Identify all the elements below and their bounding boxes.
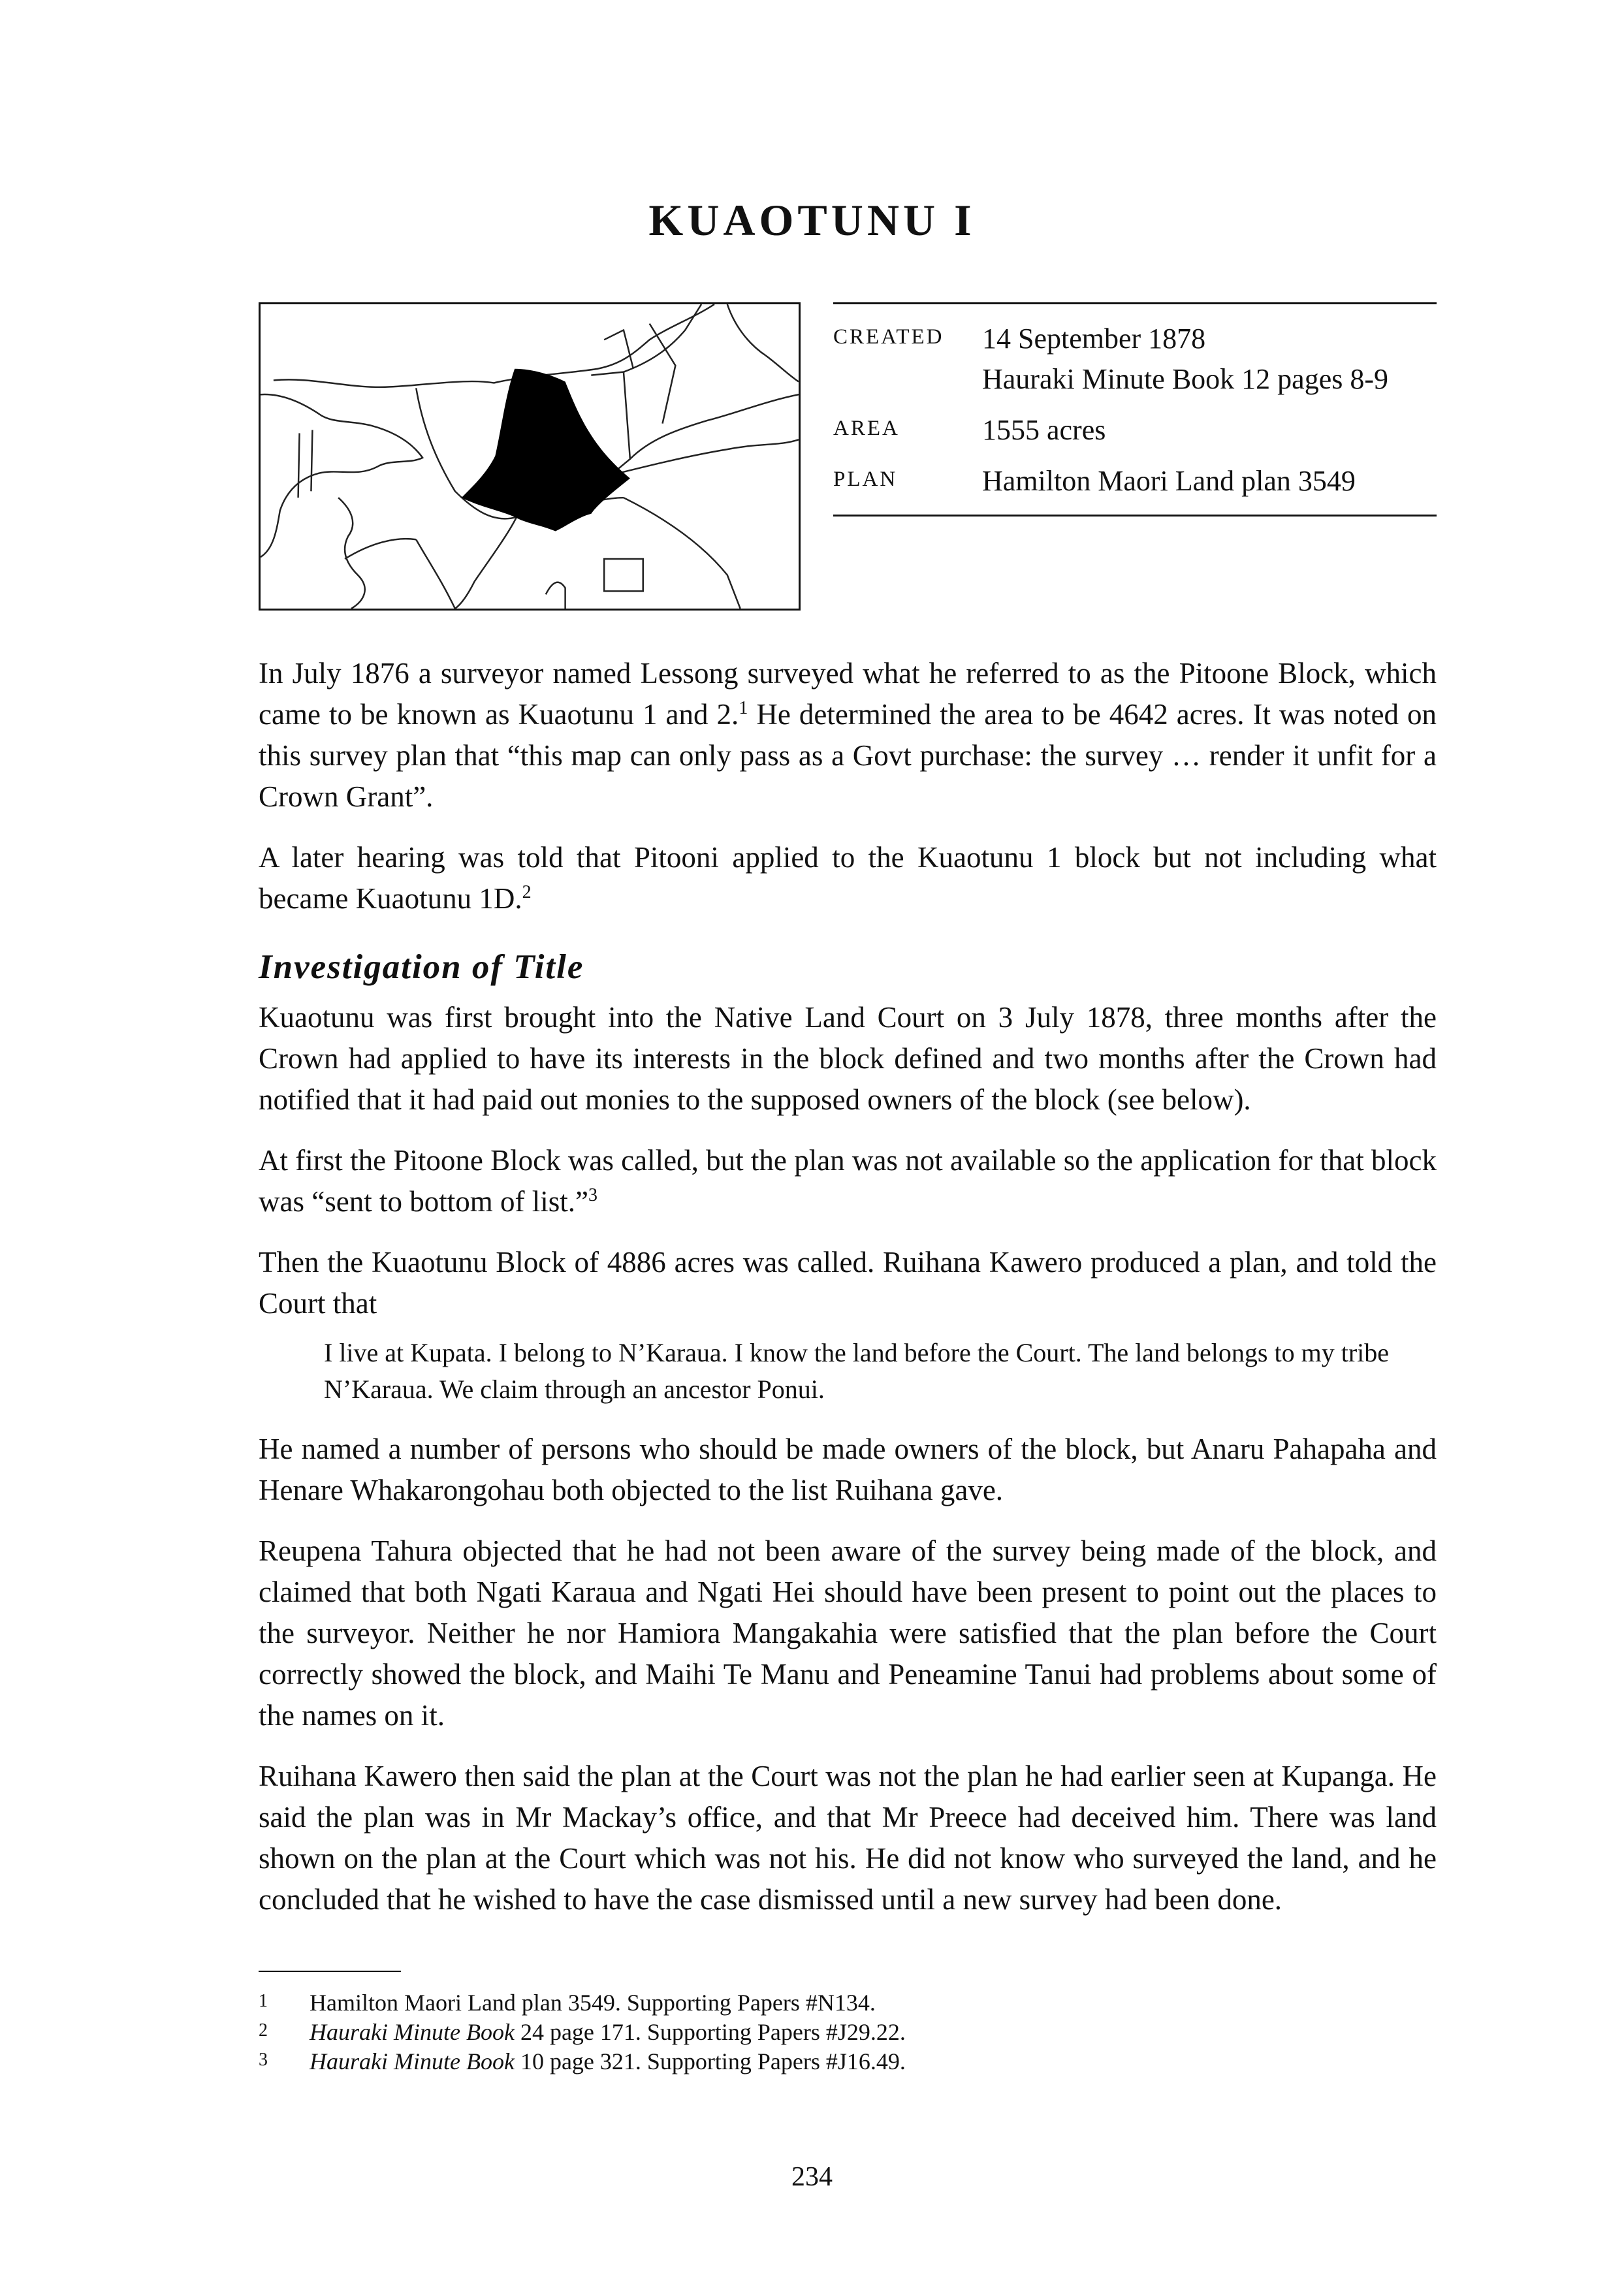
- paragraph: Reupena Tahura objected that he had not been aware of the survey being made of the block, and claimed that both Ngati Karaua and Ngati Hei should have been present to point out the places to the surveyor. Neither he nor Hamiora Mangakahia were satisfied that the plan before the Court correctly showed the block, and Maihi Te Manu and Peneamine Tanui had problems about some of the names on it.: [259, 1534, 1437, 1732]
- footnote-number: 1: [259, 1991, 268, 2011]
- footnote-ref[interactable]: 3: [588, 1185, 597, 1205]
- body-text: [259, 653, 1437, 1940]
- paragraph: Kuaotunu was first brought into the Native Land Court on 3 July 1878, three months after the Crown had applied to have its interests in the block defined and two months after the Crown had notified that it had paid out monies to the supposed owners of the block (see below).: [259, 1001, 1437, 1116]
- map-coastline: [274, 304, 714, 387]
- map-parcel-southwest: [416, 539, 455, 609]
- map-parcel-east-d: [611, 439, 799, 475]
- map-parcel-small: [546, 582, 565, 609]
- map-parcel-east-b: [624, 304, 701, 372]
- block-metadata-table: [833, 302, 1437, 516]
- paragraph: [259, 837, 1437, 919]
- meta-row-created: [833, 319, 1437, 400]
- footnote: [259, 2047, 1437, 2076]
- meta-row-plan: [833, 461, 1437, 501]
- created-date: 14 September 1878: [982, 323, 1206, 355]
- footnote-ref[interactable]: 2: [522, 882, 532, 902]
- paragraph: He named a number of persons who should be made owners of the block, but Anaru Pahapaha and Henare Whakarongohau both objected to the list Ruihana gave.: [259, 1433, 1437, 1506]
- footnote-number: 3: [259, 2050, 268, 2070]
- footnote-detail: 10 page 321. Supporting Papers #J16.49.: [514, 2048, 906, 2074]
- meta-label: PLAN: [833, 468, 898, 491]
- map-parcel-east-f: [727, 304, 799, 381]
- created-source: Hauraki Minute Book 12 pages 8-9: [982, 363, 1388, 395]
- map-inlet: [338, 498, 365, 609]
- location-map: [259, 302, 801, 611]
- paragraph: [259, 653, 1437, 818]
- page-title: KUAOTUNU I: [648, 195, 976, 245]
- map-parcel-east-c: [630, 394, 799, 459]
- map-creek: [298, 430, 313, 498]
- footnote-source: Hauraki Minute Book: [310, 2048, 515, 2074]
- map-coastline-west: [261, 394, 422, 557]
- footnote-number: 2: [259, 2020, 268, 2041]
- block-quote: I live at Kupata. I belong to N’Karaua. I know the land before the Court. The land belongs to my tribe N’Karaua. We claim through an ancestor Ponui.: [324, 1338, 1390, 1404]
- footnote-text: [310, 2018, 906, 2047]
- paragraph-text: In July 1876 a surveyor named Lessong surveyed what he referred to as the Pitoone Block, which came to be known as Kuaotunu 1 and 2.: [259, 657, 1437, 731]
- section-heading: Investigation of Title: [259, 948, 584, 986]
- footnote: [259, 2018, 1437, 2047]
- kuaotunu-block-shape: [462, 369, 630, 532]
- block-map-svg: [261, 304, 799, 609]
- footnote-detail: 24 page 171. Supporting Papers #J29.22.: [514, 2019, 906, 2045]
- plan-value: Hamilton Maori Land plan 3549: [982, 465, 1356, 497]
- meta-row-area: [833, 410, 1437, 451]
- page-number: 234: [791, 2162, 833, 2192]
- map-parcel-south: [455, 517, 517, 609]
- map-parcel-north: [604, 330, 633, 368]
- paragraph: Then the Kuaotunu Block of 4886 acres was called. Ruihana Kawero produced a plan, and told the Court that: [259, 1246, 1437, 1320]
- map-parcel-box: [604, 559, 643, 591]
- area-value: 1555 acres: [982, 414, 1106, 446]
- footnote-source: Hauraki Minute Book: [310, 2019, 515, 2045]
- meta-label: AREA: [833, 417, 900, 440]
- meta-value: [982, 319, 1388, 400]
- footnotes: [259, 1988, 1437, 2076]
- footnote-ref[interactable]: 1: [739, 698, 748, 718]
- paragraph: [259, 1140, 1437, 1222]
- paragraph: Ruihana Kawero then said the plan at the Court was not the plan he had earlier seen at Kupanga. He said the plan was in Mr Mackay’s office, and that Mr Preece had deceived him. There was land shown on the plan at the Court which was not his. He did not know who surveyed the land, and he concluded that he wished to have the case dismissed until a new survey had been done.: [259, 1760, 1437, 1916]
- paragraph-text: A later hearing was told that Pitooni applied to the Kuaotunu 1 block but not including what became Kuaotunu 1D.: [259, 841, 1437, 915]
- footnote-divider: [259, 1971, 401, 1972]
- map-parcel-north-b: [650, 324, 676, 424]
- footnote: [259, 1988, 1437, 2018]
- footnote-text: Hamilton Maori Land plan 3549. Supporting Papers #N134.: [310, 1990, 876, 2016]
- footnote-text: [310, 2047, 906, 2076]
- paragraph-text: He determined the area to be 4642 acres. It was noted on this survey plan that “this map can only pass as a Govt purchase: the survey … render it unfit for a Crown Grant”.: [259, 698, 1437, 813]
- map-road: [345, 539, 416, 559]
- paragraph-text: At first the Pitoone Block was called, but the plan was not available so the application for that block was “sent to bottom of list.”: [259, 1144, 1437, 1218]
- meta-label: CREATED: [833, 325, 944, 349]
